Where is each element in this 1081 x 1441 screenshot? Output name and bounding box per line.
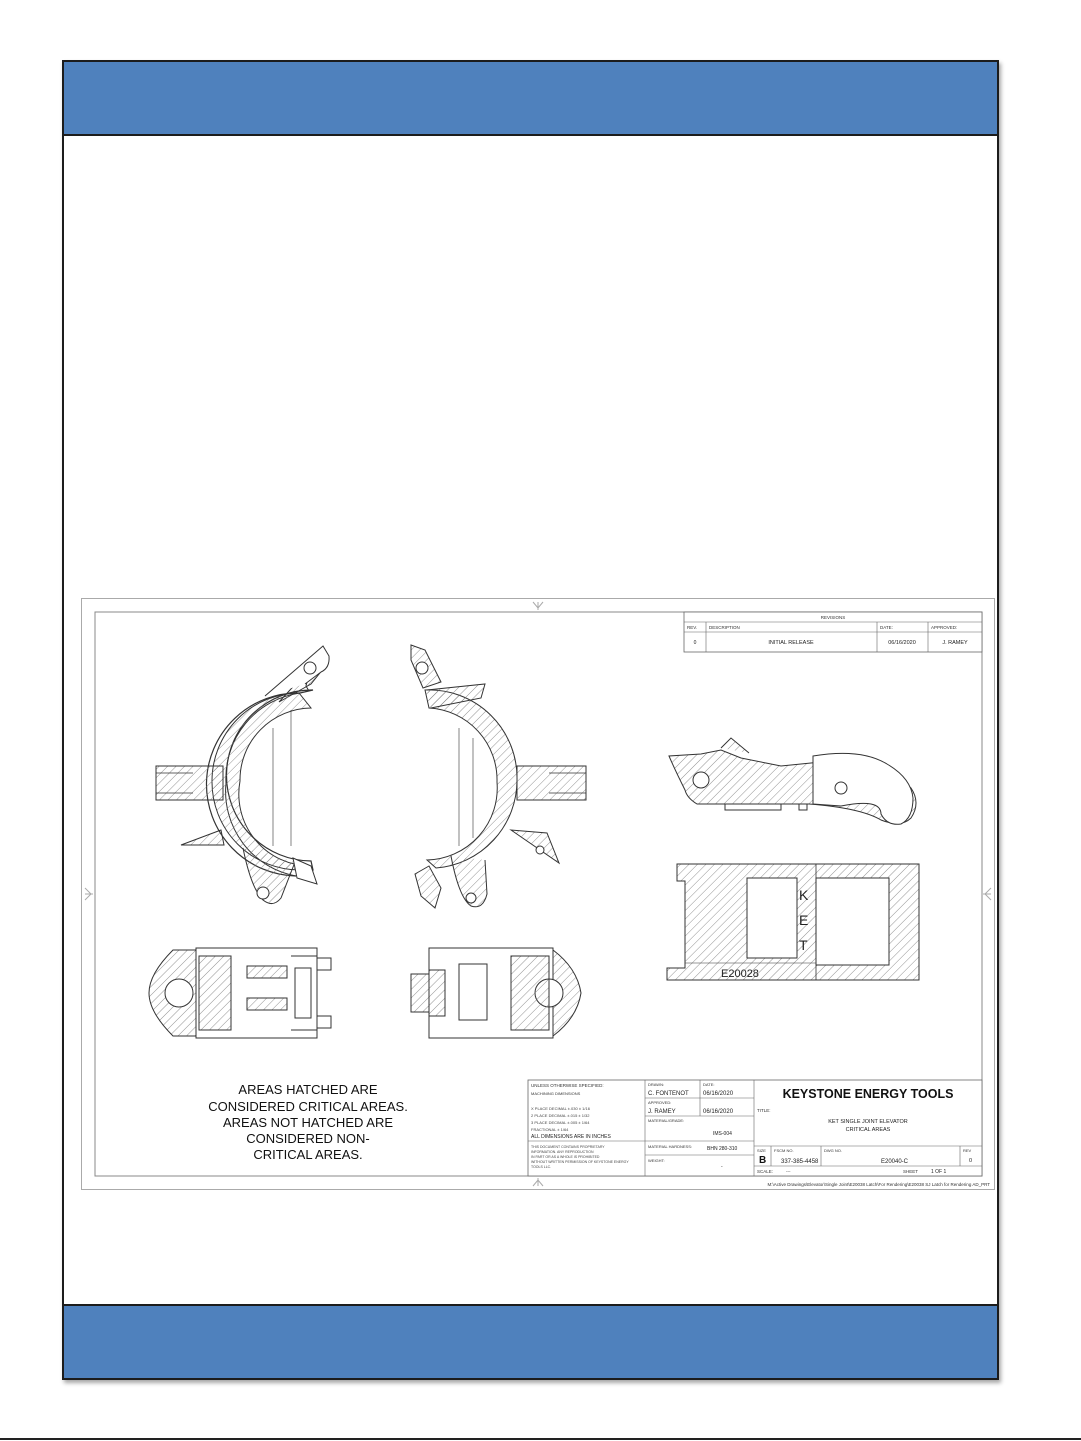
company-name: KEYSTONE ENERGY TOOLS <box>782 1087 954 1101</box>
ket-letter-k: K <box>799 887 809 903</box>
material-value: IMS-004 <box>713 1131 732 1137</box>
ket-letter-t: T <box>799 937 808 953</box>
drawing-title-line-2: CRITICAL AREAS <box>845 1127 891 1133</box>
proprietary-line-3: IN PART OR AS A WHOLE IS PROHIBITED <box>531 1155 600 1159</box>
note-line-2: CONSIDERED CRITICAL AREAS. <box>208 1099 408 1114</box>
proprietary-line-4: WITHOUT WRITTEN PERMISSION OF KEYSTONE ENERGY <box>531 1160 629 1164</box>
file-path: M:\Active Drawings\Elevator\Single Joint\E20038 Latch\For Rendering\E20038 SJ Latch for Rendering AD_PRT <box>767 1182 990 1187</box>
proprietary-line-2: INFORMATION. ANY REPRODUCTION <box>531 1150 594 1154</box>
weight-value: - <box>721 1164 723 1170</box>
ket-letter-e: E <box>799 912 809 928</box>
rev-label: REV <box>963 1148 972 1153</box>
dwg-no-label: DWG NO. <box>824 1148 842 1153</box>
tolerance-line-2: 2 PLACE DECIMAL ±.015 ± 1/32 <box>531 1113 590 1118</box>
revision-date: 06/16/2020 <box>888 640 916 646</box>
rev-value: 0 <box>969 1158 973 1164</box>
date-col-header: DATE: <box>880 625 893 630</box>
tolerance-line-3: 3 PLACE DECIMAL ±.005 ± 1/64 <box>531 1120 590 1125</box>
title-block <box>528 1080 982 1176</box>
right-side-view <box>411 948 581 1038</box>
revisions-heading: REVISIONS <box>820 615 846 620</box>
material-label: MATERIAL/GRADE: <box>648 1118 685 1123</box>
tolerance-line-4: FRACTIONAL ± 1/64 <box>531 1127 569 1132</box>
rev-col-header: REV. <box>687 625 698 630</box>
title-label: TITLE: <box>757 1108 771 1113</box>
machining-dimensions: MACHINING DIMENSIONS <box>531 1091 581 1096</box>
drawn-date: 06/16/2020 <box>703 1091 734 1097</box>
drawn-by: C. FONTENOT <box>648 1091 689 1097</box>
size-label: SIZE <box>757 1148 766 1153</box>
fscm-value: 337-385-4458 <box>781 1159 819 1165</box>
revision-approver: J. RAMEY <box>942 640 968 646</box>
left-side-view <box>149 948 331 1038</box>
scale-label: SCALE: <box>757 1169 774 1174</box>
revision-description: INITIAL RELEASE <box>768 640 814 646</box>
approved-col-header: APPROVED: <box>931 625 958 630</box>
revisions-table <box>684 612 982 652</box>
drawn-date-label: DATE: <box>703 1082 715 1087</box>
drawing-title-line-1: KET SINGLE JOINT ELEVATOR <box>828 1119 908 1125</box>
latch-top-view <box>667 864 919 980</box>
note-line-5: CRITICAL AREAS. <box>253 1147 363 1162</box>
note-line-1: AREAS HATCHED ARE <box>238 1082 378 1097</box>
note-line-3: AREAS NOT HATCHED ARE <box>223 1115 393 1130</box>
proprietary-line-5: TOOLS LLC. <box>531 1165 552 1169</box>
hardness-label: MATERIAL HARDNESS: <box>648 1144 693 1149</box>
drawn-label: DRAWN: <box>648 1082 665 1087</box>
dwg-no-value: E20040-C <box>881 1159 909 1165</box>
page-bottom-rule <box>0 1438 1081 1440</box>
fscm-label: FSCM NO. <box>774 1148 794 1153</box>
tolerance-line-1: X PLACE DECIMAL ±.030 ± 1/16 <box>531 1106 590 1111</box>
footer-band <box>64 1304 997 1378</box>
revision-number: 0 <box>693 640 697 646</box>
approved-date: 06/16/2020 <box>703 1109 734 1115</box>
sheet-value: 1 OF 1 <box>931 1169 947 1175</box>
all-dimensions-inches: ALL DIMENSIONS ARE IN INCHES <box>531 1134 611 1140</box>
proprietary-line-1: THIS DOCUMENT CONTAINS PROPRIETARY <box>531 1145 605 1149</box>
part-number-marking: E20028 <box>721 968 759 980</box>
engineering-drawing <box>81 598 995 1190</box>
size-value: B <box>759 1155 767 1166</box>
unless-specified: UNLESS OTHERWISE SPECIFIED: <box>531 1083 604 1088</box>
note-line-4: CONSIDERED NON- <box>246 1131 370 1146</box>
approved-by: J. RAMEY <box>648 1109 676 1115</box>
sheet-label: SHEET <box>903 1169 919 1174</box>
weight-label: WEIGHT: <box>648 1158 665 1163</box>
header-band <box>64 62 997 136</box>
approved-label: APPROVED: <box>648 1100 672 1105</box>
scale-value: --- <box>786 1169 791 1174</box>
description-col-header: DESCRIPTION <box>709 625 740 630</box>
hardness-value: BHN 280-310 <box>707 1146 738 1152</box>
